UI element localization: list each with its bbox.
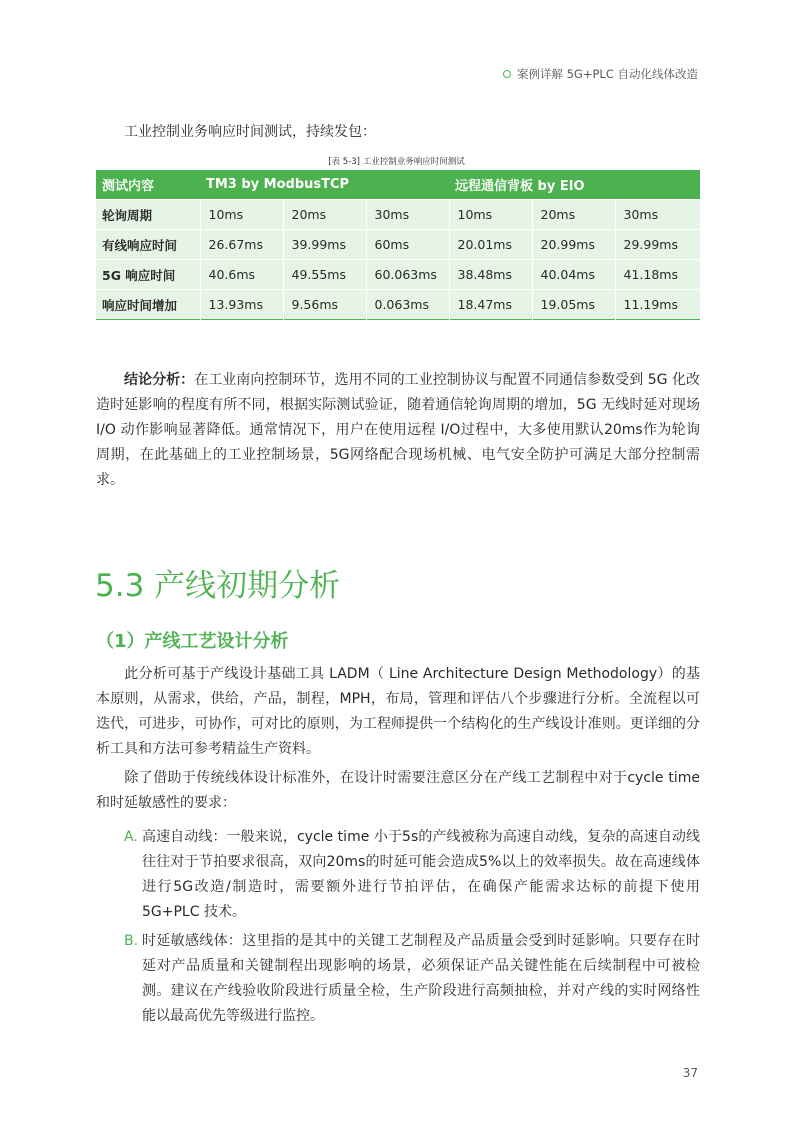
list-item bbox=[124, 929, 700, 1029]
table-header-row bbox=[96, 170, 700, 200]
page-number: 37 bbox=[682, 1066, 698, 1080]
table-cell: 60ms bbox=[366, 230, 449, 260]
conclusion-paragraph bbox=[96, 368, 700, 493]
header-text: 案例详解 5G+PLC 自动化线体改造 bbox=[516, 67, 698, 81]
table-row bbox=[96, 200, 700, 230]
subsection-title: （1）产线工艺设计分析 bbox=[96, 631, 289, 652]
section-title: 5.3 产线初期分析 bbox=[95, 568, 341, 604]
header-cell: 测试内容 bbox=[96, 170, 200, 200]
table-row bbox=[96, 290, 700, 320]
table-cell: 30ms bbox=[615, 200, 700, 230]
list-item-text: 时延敏感线体：这里指的是其中的关键工艺制程及产品质量会受到时延影响。只要存在时延对产品质量和关键制程出现影响的场景，必须保证产品关键性能在后续制程中可被检测。建议在产线验收阶段进行质量全检，生产阶段进行高频抽检，并对产线的实时网络性能以最高优先等级进行监控。 bbox=[142, 933, 700, 1024]
conclusion-label: 结论分析： bbox=[124, 372, 195, 388]
table-cell: 10ms bbox=[200, 200, 283, 230]
table-cell: 13.93ms bbox=[200, 290, 283, 320]
table-cell: 39.99ms bbox=[283, 230, 366, 260]
table-cell: 20ms bbox=[283, 200, 366, 230]
table-cell: 9.56ms bbox=[283, 290, 366, 320]
header-cell: 远程通信背板 by EIO bbox=[449, 170, 700, 200]
response-time-table bbox=[96, 170, 700, 320]
table-cell: 19.05ms bbox=[532, 290, 615, 320]
list-item-text: 高速自动线：一般来说，cycle time 小于5s的产线被称为高速自动线，复杂的高速自动线往往对于节拍要求很高，双向20ms的时延可能会造成5%以上的效率损失。故在高速线体进行5G改造/制造时，需要额外进行节拍评估，在确保产能需求达标的前提下使用 5G+PLC 技术。 bbox=[142, 829, 700, 920]
table-cell: 38.48ms bbox=[449, 260, 532, 290]
list-item bbox=[124, 825, 700, 925]
table-cell: 30ms bbox=[366, 200, 449, 230]
table-cell: 20.99ms bbox=[532, 230, 615, 260]
table-row bbox=[96, 230, 700, 260]
paragraph-requirements-text: 除了借助于传统线体设计标准外，在设计时需要注意区分在产线工艺制程中对于cycle time 和时延敏感性的要求： bbox=[96, 770, 700, 811]
table-cell: 10ms bbox=[449, 200, 532, 230]
intro-text: 工业控制业务响应时间测试，持续发包： bbox=[124, 124, 376, 140]
table-cell: 11.19ms bbox=[615, 290, 700, 320]
table-cell: 40.04ms bbox=[532, 260, 615, 290]
table-cell: 20.01ms bbox=[449, 230, 532, 260]
circle-bullet-icon bbox=[503, 70, 511, 78]
paragraph-ladm bbox=[96, 662, 700, 762]
table-row bbox=[96, 260, 700, 290]
row-label: 轮询周期 bbox=[96, 200, 200, 230]
table-cell: 20ms bbox=[532, 200, 615, 230]
running-header bbox=[503, 66, 698, 82]
table-cell: 49.55ms bbox=[283, 260, 366, 290]
table-caption: [表 5-3] 工业控制业务响应时间测试 bbox=[328, 157, 465, 167]
row-label: 5G 响应时间 bbox=[96, 260, 200, 290]
table-cell: 41.18ms bbox=[615, 260, 700, 290]
table-cell: 0.063ms bbox=[366, 290, 449, 320]
table-cell: 26.67ms bbox=[200, 230, 283, 260]
list-marker: B. bbox=[124, 933, 139, 949]
paragraph-requirements bbox=[96, 766, 700, 816]
paragraph-ladm-text: 此分析可基于产线设计基础工具 LADM（ Line Architecture Design Methodology）的基本原则，从需求，供给，产品，制程，MPH，布局，管理和评估八个步骤进行分析。全流程以可迭代，可进步，可协作，可对比的原则，为工程师提供一个结构化的生产线设计准则。更详细的分析工具和方法可参考精益生产资料。 bbox=[96, 666, 700, 757]
conclusion-text: 在工业南向控制环节，选用不同的工业控制协议与配置不同通信参数受到 5G 化改造时延影响的程度有所不同，根据实际测试验证，随着通信轮询周期的增加，5G 无线时延对现场 I/O 动作影响显著降低。通常情况下，用户在使用远程 I/O过程中，大多使用默认20ms作为轮询周期，在此基础上的工业控制场景，5G网络配合现场机械、电气安全防护可满足大部分控制需求。 bbox=[96, 372, 701, 488]
table-cell: 18.47ms bbox=[449, 290, 532, 320]
list-marker: A. bbox=[124, 829, 138, 845]
table-cell: 29.99ms bbox=[615, 230, 700, 260]
header-cell: TM3 by ModbusTCP bbox=[200, 170, 449, 200]
table-cell: 40.6ms bbox=[200, 260, 283, 290]
row-label: 响应时间增加 bbox=[96, 290, 200, 320]
row-label: 有线响应时间 bbox=[96, 230, 200, 260]
table-cell: 60.063ms bbox=[366, 260, 449, 290]
